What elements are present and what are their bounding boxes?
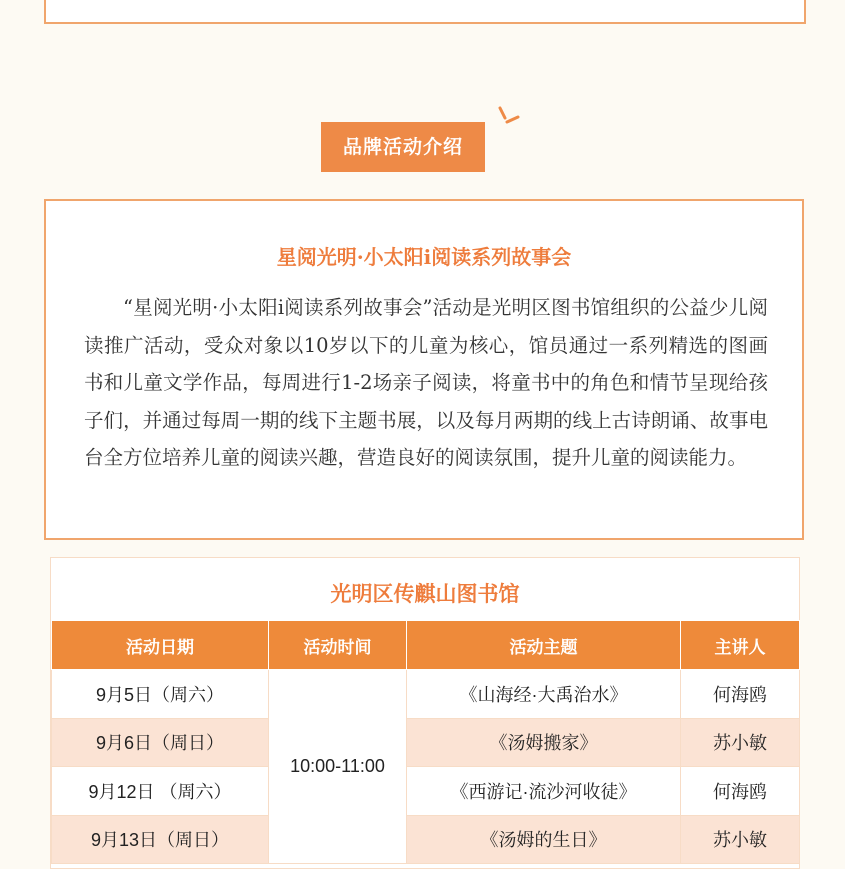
intro-body: “星阅光明·小太阳i阅读系列故事会”活动是光明区图书馆组织的公益少儿阅读推广活动，受众对象以10岁以下的儿童为核心，馆员通过一系列精选的图画书和儿童文学作品，每周进行1-2场亲子阅读，将童书中的角色和情节呈现给孩子们，并通过每周一期的线下主题书展，以及每月两期的线上古诗朗诵、故事电台全方位培养儿童的阅读兴趣，营造良好的阅读氛围，提升儿童的阅读能力。: [84, 296, 768, 469]
header-speaker: 主讲人: [681, 621, 800, 670]
speaker-cell: 苏小敏: [681, 815, 800, 864]
section-header: [320, 104, 530, 174]
table-row: [52, 718, 800, 767]
schedule-card: [50, 557, 800, 869]
topic-cell: 《西游记·流沙河收徒》: [407, 767, 681, 816]
date-cell: 9月5日（周六）: [52, 670, 269, 719]
intro-title: 星阅光明·小太阳i阅读系列故事会: [276, 245, 572, 269]
speaker-cell: 何海鸥: [681, 767, 800, 816]
section-badge: 品牌活动介绍: [321, 122, 485, 172]
speaker-cell: 苏小敏: [681, 718, 800, 767]
date-cell: 9月6日（周日）: [52, 718, 269, 767]
date-cell: 9月13日（周日）: [52, 815, 269, 864]
topic-cell: 《汤姆搬家》: [407, 718, 681, 767]
spark-decoration-icon: [494, 104, 524, 134]
table-row: [52, 670, 800, 719]
table-header-row: [52, 621, 800, 670]
table-row: [52, 815, 800, 864]
date-cell: 9月12日 （周六）: [52, 767, 269, 816]
topic-cell: 《汤姆的生日》: [407, 815, 681, 864]
header-date: 活动日期: [52, 621, 269, 670]
library-title: 光明区传麒山图书馆: [330, 582, 520, 606]
schedule-table: [51, 620, 800, 864]
brand-activity-intro: [44, 199, 804, 540]
header-time: 活动时间: [269, 621, 407, 670]
speaker-cell: 何海鸥: [681, 670, 800, 719]
time-cell: 10:00-11:00: [269, 670, 407, 864]
table-row: [52, 767, 800, 816]
previous-section-box: [44, 0, 806, 24]
header-topic: 活动主题: [407, 621, 681, 670]
topic-cell: 《山海经·大禹治水》: [407, 670, 681, 719]
